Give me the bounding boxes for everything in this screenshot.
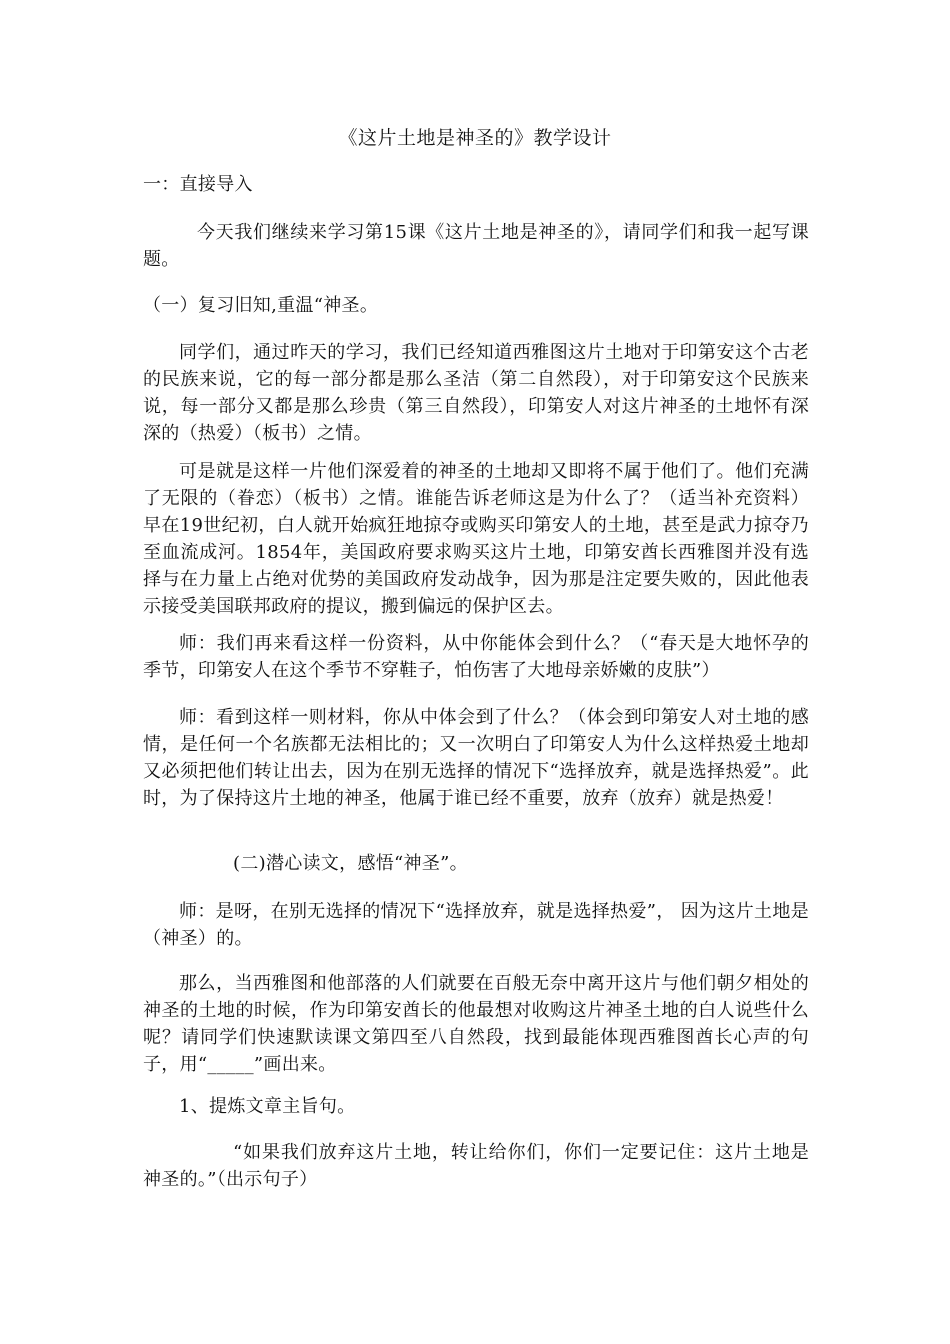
teacher-paragraph-1: 师：我们再来看这样一份资料，从中你能体会到什么？（“春天是大地怀孕的季节，印第安人在这个季节不穿鞋子，怕伤害了大地母亲娇嫩的皮肤”） <box>143 633 809 681</box>
task-paragraph: 那么，当西雅图和他部落的人们就要在百般无奈中离开这片与他们朝夕相处的神圣的土地的时候，作为印第安酋长的他最想对收购这片神圣土地的白人说些什么呢？请同学们快速默读课文第四至八自然段，找到最能体现西雅图酋长心声的句子，用“_____”画出来。 <box>143 973 809 1075</box>
sub-one-heading: （一）复习旧知,重温“神圣。 <box>143 295 379 316</box>
teacher-paragraph-3: 师：是呀，在别无选择的情况下“选择放弃，就是选择热爱”， 因为这片土地是（神圣）的。 <box>143 901 809 949</box>
quote-paragraph: “如果我们放弃这片土地，转让给你们，你们一定要记住：这片土地是神圣的。”（出示句子） <box>143 1142 809 1190</box>
list-item-one: 1、提炼文章主旨句。 <box>179 1096 356 1117</box>
section-one-heading: 一：直接导入 <box>143 174 253 195</box>
document-title: 《这片土地是神圣的》教学设计 <box>338 127 612 149</box>
review-paragraph: 同学们，通过昨天的学习，我们已经知道西雅图这片土地对于印第安这个古老的民族来说，它的每一部分都是那么圣洁（第二自然段），对于印第安这个民族来说，每一部分又都是那么珍贵（第三自然段），印第安人对这片神圣的土地怀有深深的（热爱）（板书）之情。 <box>143 342 809 444</box>
sub-two-heading: (二)潜心读文，感悟“神圣”。 <box>233 853 468 874</box>
history-paragraph: 可是就是这样一片他们深爱着的神圣的土地却又即将不属于他们了。他们充满了无限的（眷恋）（板书）之情。谁能告诉老师这是为什么了？（适当补充资料）早在19世纪初，白人就开始疯狂地掠夺或购买印第安人的土地，甚至是武力掠夺乃至血流成河。1854年，美国政府要求购买这片土地，印第安酋长西雅图并没有选择与在力量上占绝对优势的美国政府发动战争，因为那是注定要失败的，因此他表示接受美国联邦政府的提议，搬到偏远的保护区去。 <box>143 461 809 617</box>
teacher-paragraph-2: 师：看到这样一则材料，你从中体会到了什么？（体会到印第安人对土地的感情，是任何一个名族都无法相比的；又一次明白了印第安人为什么这样热爱土地却又必须把他们转让出去，因为在别无选择的情况下“选择放弃，就是选择热爱”。此时，为了保持这片土地的神圣，他属于谁已经不重要，放弃（放弃）就是热爱！ <box>143 707 809 809</box>
intro-paragraph: 今天我们继续来学习第15课《这片土地是神圣的》，请同学们和我一起写课题。 <box>143 222 809 270</box>
